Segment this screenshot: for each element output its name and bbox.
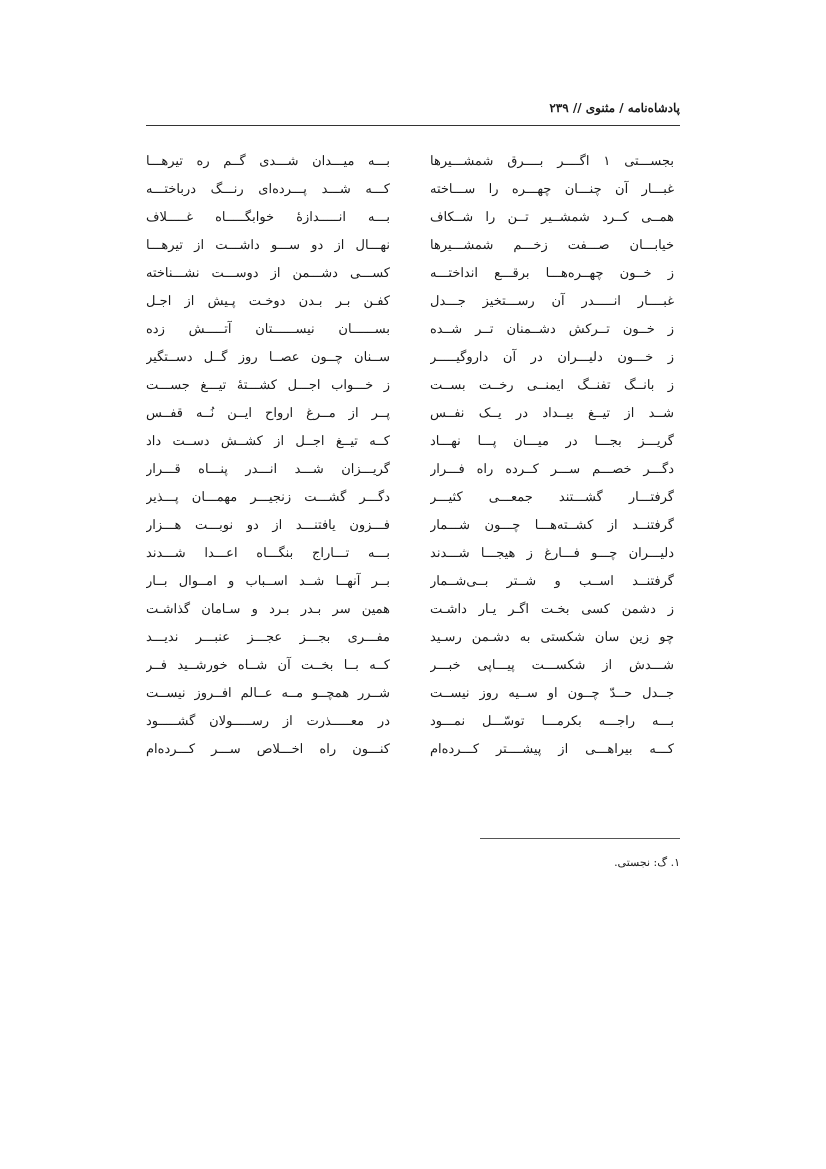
hemistich: فـــزون یافتنـــد از دو نوبـــت هـــزار [146,518,390,533]
hemistich: دگـــر خصـــم ســـر کــرده راه فـــرار [430,462,674,477]
header-rule [146,125,680,126]
hemistich: همــی کــرد شمشــیر تــن را شــکاف [430,210,674,225]
hemistich: همین سر بـدر بـرد و سـامان گذاشـت [146,602,390,617]
hemistich: دلیـــران چـــو فـــارغ ز هیجـــا شـــدند [430,546,674,561]
hemistich: شــرر همچــو مــه عــالم افــروز نیســت [146,686,390,701]
hemistich: پــر از مــرغ ارواح ایــن نُــه قفــس [146,406,390,421]
hemistich: گریـــزان شـــد انـــدر پنـــاه قـــرار [146,462,390,477]
hemistich: ز بانــگ تفنــگ ایمنــی رخــت بســت [430,378,674,393]
hemistich: بــر آنهــا شــد اســباب و امــوال بــار [146,574,390,589]
hemistich: خیابـــان صـــفت زخـــم شمشـــیرها [430,238,674,253]
hemistich: جــدل حــدّ چــون او ســیه روز نیســت [430,686,674,701]
hemistich: شــد از تیــغ بیــداد در یــک نفــس [430,406,674,421]
hemistich: بـــه راجـــه بکرمـــا توسّـــل نمـــود [430,714,674,729]
hemistich: کفـن بـر بـدن دوخـت پـیش از اجـل [146,294,390,309]
hemistich: گریـــز بجـــا در میـــان پـــا نهـــاد [430,434,674,449]
footnote: ۱. گ: نجستی. [614,856,680,869]
hemistich: بجســـتی ۱ اگــــر بــــرق شمشـــیرها [430,154,674,169]
hemistich: گرفتنــد از کشــته‌هـــا چـــون شـــمار [430,518,674,533]
footnote-rule [480,838,680,839]
hemistich: چو زین سان شکستی به دشـمن رسـید [430,630,674,645]
hemistich: ز خـــواب اجـــل کشـــتهٔ تیـــغ جســـت [146,378,390,393]
hemistich: مفـــری بجـــز عجـــز عنبـــر ندیـــد [146,630,390,645]
hemistich: ســنان چــون عصــا روز گــل دســتگیر [146,350,390,365]
hemistich: نهـــال از دو ســـو داشـــت از تیرهـــا [146,238,390,253]
hemistich: شـــدش از شکســـت پیـــاپی خبـــر [430,658,674,673]
hemistich: کــه بــا بخــت آن شــاه خورشــید فــر [146,658,390,673]
left-column [146,148,390,764]
running-header: پادشاه‌نامه / مثنوی // ۲۳۹ [549,101,680,115]
hemistich: بســــــان نیســــــتان آتـــــش زده [146,322,390,337]
hemistich: گرفتنــد اســب و شــتر بــی‌شــمار [430,574,674,589]
hemistich: ز خـــون دلیـــران در آن داروگیـــــر [430,350,674,365]
hemistich: گرفتـــار گشـــتند جمعـــی کثیـــر [430,490,674,505]
hemistich: بـــه انـــــدازهٔ خوابگـــــاه غـــــلاف [146,210,390,225]
hemistich: کـــه بیراهـــی از پیشــــتر کـــرده‌ام [430,742,674,757]
hemistich: دگـــر گشـــت زنجیـــر مهمـــان پـــذیر [146,490,390,505]
hemistich: بـــه میـــدان شـــدی گــم ره تیرهـــا [146,154,390,169]
hemistich: کــه تیــغ اجــل از کشــش دســت داد [146,434,390,449]
hemistich: ز خــون چهــره‌هـــا برقـــع انداختـــه [430,266,674,281]
hemistich: ز دشمن کسی بخـت اگـر یـار داشـت [430,602,674,617]
hemistich: بـــه تـــاراج بنگـــاه اعـــدا شـــدند [146,546,390,561]
hemistich: غبـــار آن چنـــان چهـــره را ســـاخته [430,182,674,197]
right-column [430,148,674,764]
hemistich: کـــه شـــد پـــرده‌ای رنـــگ درباختـــه [146,182,390,197]
hemistich: کســـی دشـــمن از دوســـت نشـــناخته [146,266,390,281]
hemistich: غبــــار انـــــدر آن رســـتخیز جـــدل [430,294,674,309]
hemistich: کنـــون راه اخـــلاص ســـر کـــرده‌ام [146,742,390,757]
hemistich: در معـــــذرت از رســـــولان گشـــــود [146,714,390,729]
hemistich: ز خــون تــرکش دشــمنان تــر شــده [430,322,674,337]
